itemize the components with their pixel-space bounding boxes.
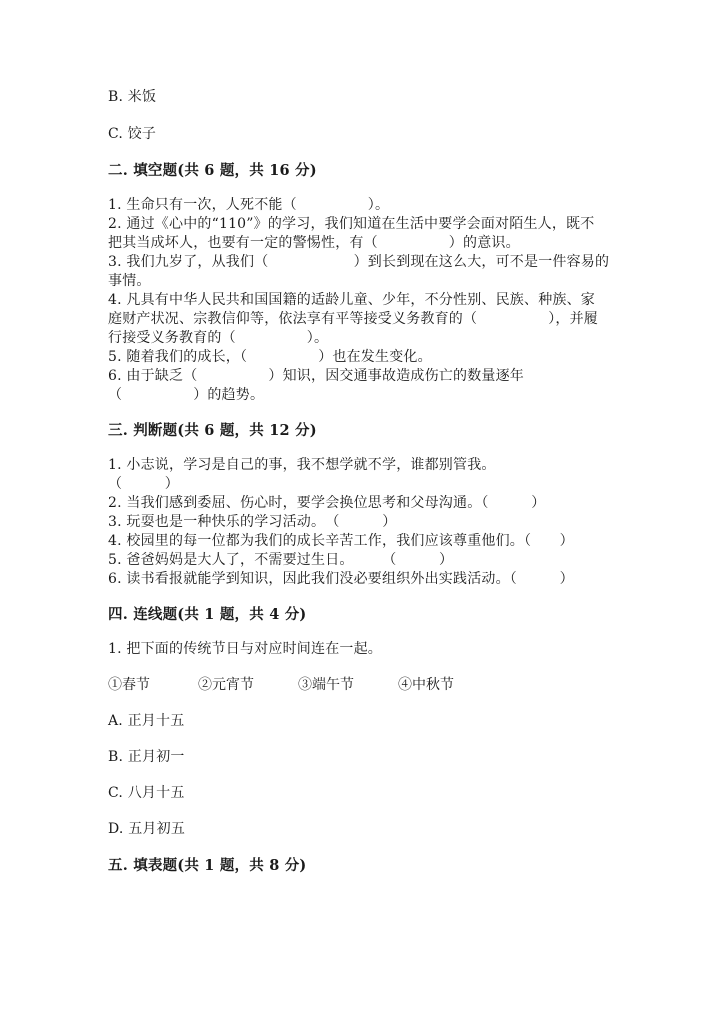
- judgment-line: 6. 读书看报就能学到知识，因此我们没必要组织外出实践活动。（ ）: [108, 571, 574, 587]
- fill-blank-line: 1. 生命只有一次，人死不能（ ）。: [108, 197, 390, 213]
- judgment-line: 2. 当我们感到委屈、伤心时，要学会换位思考和父母沟通。（ ）: [108, 495, 546, 511]
- judgment-line: 5. 爸爸妈妈是大人了，不需要过生日。 （ ）: [108, 552, 454, 568]
- fill-blank-line: 6. 由于缺乏（ ）知识，因交通事故造成伤亡的数量逐年: [108, 368, 525, 384]
- fill-blank-line: 4. 凡具有中华人民共和国国籍的适龄儿童、少年，不分性别、民族、种族、家: [108, 292, 596, 308]
- section-heading-table: 五. 填表题(共 1 题，共 8 分): [108, 857, 307, 874]
- judgment-line: 3. 玩耍也是一种快乐的学习活动。 （ ）: [108, 514, 397, 530]
- fill-blank-line: 5. 随着我们的成长，（ ）也在发生变化。: [108, 349, 432, 365]
- fill-blank-line: 2. 通过《心中的“110”》的学习，我们知道在生活中要学会面对陌生人，既不: [108, 216, 595, 232]
- fill-blank-line: 事情。: [108, 273, 151, 289]
- option-c: C. 饺子: [108, 126, 157, 142]
- section-heading-judgment: 三. 判断题(共 6 题，共 12 分): [108, 422, 317, 439]
- festival-spring: ①春节: [108, 677, 150, 693]
- section-heading-matching: 四. 连线题(共 1 题，共 4 分): [108, 606, 307, 623]
- fill-blank-line: （ ）的趋势。: [108, 387, 265, 403]
- judgment-line: 4. 校园里的每一位都为我们的成长辛苦工作，我们应该尊重他们。（ ）: [108, 533, 574, 549]
- matching-question: 1. 把下面的传统节日与对应时间连在一起。: [108, 641, 383, 657]
- matching-option-d: D. 五月初五: [108, 821, 186, 837]
- option-b: B. 米饭: [108, 89, 157, 105]
- matching-option-c: C. 八月十五: [108, 785, 185, 801]
- judgment-line: （ ）: [108, 476, 179, 492]
- section-heading-fill-blank: 二. 填空题(共 6 题，共 16 分): [108, 162, 317, 179]
- fill-blank-line: 行接受义务教育的（ ）。: [108, 330, 329, 346]
- festival-lantern: ②元宵节: [198, 677, 254, 693]
- matching-option-b: B. 正月初一: [108, 749, 185, 765]
- matching-option-a: A. 正月十五: [108, 713, 185, 729]
- fill-blank-line: 把其当成坏人，也要有一定的警惕性，有（ ）的意识。: [108, 235, 520, 251]
- fill-blank-line: 庭财产状况、宗教信仰等，依法享有平等接受义务教育的（ ），并履: [108, 311, 598, 327]
- festival-mid-autumn: ④中秋节: [398, 677, 454, 693]
- festival-dragon-boat: ③端午节: [298, 677, 354, 693]
- fill-blank-line: 3. 我们九岁了，从我们（ ）到长到现在这么大，可不是一件容易的: [108, 254, 610, 270]
- judgment-line: 1. 小志说，学习是自己的事，我不想学就不学，谁都别管我。: [108, 457, 496, 473]
